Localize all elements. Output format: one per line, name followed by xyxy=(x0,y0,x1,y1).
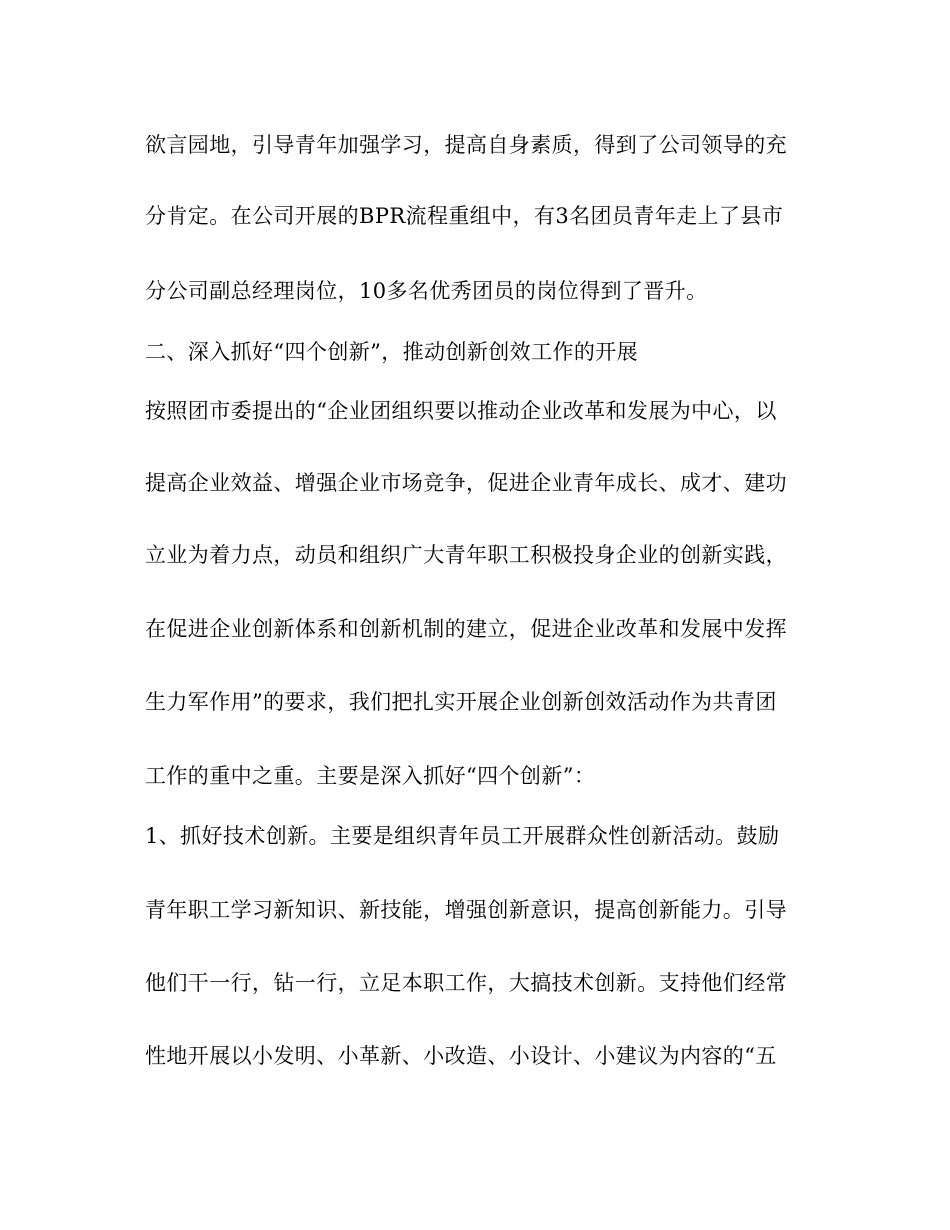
text-line: 提高企业效益、增强企业市场竞争，促进企业青年成长、成才、建功 xyxy=(145,471,787,495)
text-line: 性地开展以小发明、小革新、小改造、小设计、小建议为内容的“五 xyxy=(145,1044,777,1068)
text-line: 生力军作用”的要求，我们把扎实开展企业创新创效活动作为共青团 xyxy=(145,690,777,714)
section-heading: 二、深入抓好“四个创新”，推动创新创效工作的开展 xyxy=(145,340,639,364)
text-line: 立业为着力点，动员和组织广大青年职工积极投身企业的创新实践， xyxy=(145,543,787,567)
text-line: 1、抓好技术创新。主要是组织青年员工开展群众性创新活动。鼓励 xyxy=(145,824,780,848)
text-line: 他们干一行，钻一行，立足本职工作，大搞技术创新。支持他们经常 xyxy=(145,971,787,995)
text-line: 按照团市委提出的“企业团组织要以推动企业改革和发展为中心，以 xyxy=(145,399,777,423)
text-line: 工作的重中之重。主要是深入抓好“四个创新”： xyxy=(145,764,596,788)
text-line: 青年职工学习新知识、新技能，增强创新意识，提高创新能力。引导 xyxy=(145,898,787,922)
text-line: 在促进企业创新体系和创新机制的建立，促进企业改革和发展中发挥 xyxy=(145,617,787,641)
text-line: 分肯定。在公司开展的BPR流程重组中，有3名团员青年走上了县市 xyxy=(145,204,784,228)
text-line: 欲言园地，引导青年加强学习，提高自身素质，得到了公司领导的充 xyxy=(145,133,787,157)
text-line: 分公司副总经理岗位，10多名优秀团员的岗位得到了晋升。 xyxy=(145,279,708,303)
